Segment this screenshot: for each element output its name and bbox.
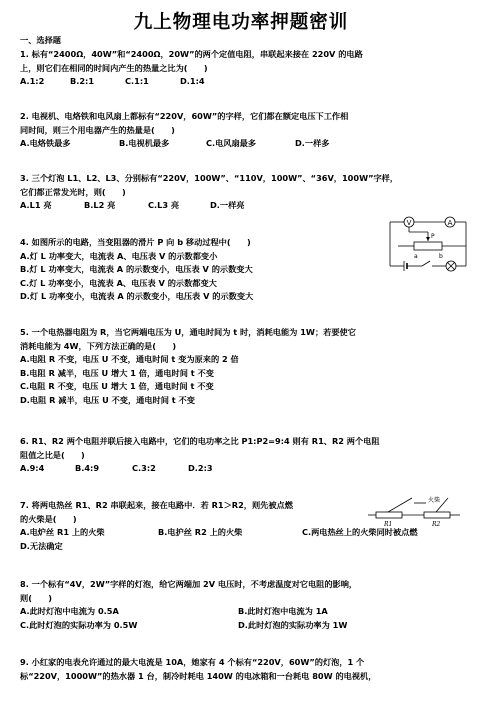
option-c: C.电阻 R 不变，电压 U 增大 1 倍，通电时间 t 不变 xyxy=(20,381,214,391)
option-b: B.2:1 xyxy=(70,76,95,86)
question-text: 消耗电能为 4W，下列方法正确的是( ) xyxy=(20,340,177,351)
question-text: 同时间，则三个用电器产生的热量是( ) xyxy=(20,124,175,135)
circuit-diagram xyxy=(388,214,470,274)
question-text: 标“220V，1000W”的热水器 1 台，制冷时耗电 140W 的电冰箱和一台耗电 80W 的电视机， xyxy=(20,670,377,681)
option-b: B.电阻 R 减半，电压 U 增大 1 倍，通电时间 t 不变 xyxy=(20,367,214,378)
section-heading: 一、选择题 xyxy=(20,35,61,45)
option-c: C.3:2 xyxy=(132,463,156,473)
question-text: 的火柴是( ) xyxy=(20,513,77,524)
question-9 xyxy=(20,656,376,683)
match-label: 火柴 xyxy=(428,497,441,504)
option-d: D.1:4 xyxy=(180,76,205,86)
question-text: 上，则它们在相同的时间内产生的热量之比为( ) xyxy=(20,62,208,73)
slider-label: P xyxy=(431,233,435,240)
question-text: 7. 将两电热丝 R1、R2 串联起来，接在电路中．若 R1＞R2，则先被点燃 xyxy=(20,500,293,510)
question-text: 8. 一个标有“4V，2W”字样的灯泡，给它两端加 2V 电压时，不考虑温度对它电阻的影响， xyxy=(20,579,358,589)
option-d: D.无法确定 xyxy=(20,540,63,551)
question-3 xyxy=(20,172,398,213)
option-d: D.2:3 xyxy=(188,463,213,473)
question-2 xyxy=(20,110,348,151)
page-title: 九上物理电功率押题密训 xyxy=(133,12,349,33)
question-text: 1. 标有“2400Ω，40W”和“2400Ω，20W”的两个定值电阻，串联起来接在 220V 的电路 xyxy=(20,49,363,59)
r2-label: R2 xyxy=(432,521,441,528)
option-a: A.电炉丝 R1 上的火柴 xyxy=(20,527,105,537)
option-d: D.一样亮 xyxy=(210,200,245,210)
option-c: C.1:1 xyxy=(125,76,149,86)
option-a: A.9:4 xyxy=(20,463,45,473)
resistor-r1-icon xyxy=(376,512,402,518)
heating-wire-diagram xyxy=(366,494,462,528)
terminal-b-label: b xyxy=(439,253,443,260)
question-text: 4. 如图所示的电路，当变阻器的滑片 P 向 b 移动过程中( ) xyxy=(20,237,251,247)
option-b: B.电护丝 R2 上的火柴 xyxy=(158,527,243,537)
option-d: D.灯 L 功率变小，电流表 A 的示数变小，电压表 V 的示数变大 xyxy=(20,291,254,301)
question-text: 2. 电视机、电烙铁和电风扇上都标有“220V，60W”的字样，它们都在额定电压下工作相 xyxy=(20,111,349,121)
terminal-a-label: a xyxy=(414,253,418,260)
option-b: B.此时灯泡中电流为 1A xyxy=(238,606,328,616)
option-c: C.电风扇最多 xyxy=(206,138,257,148)
option-a: A.此时灯泡中电流为 0.5A xyxy=(20,606,119,616)
question-text: 3. 三个灯泡 L1、L2、L3、分别标有“220V，100W”、“110V，100W”、“36V，100W”字样， xyxy=(20,173,399,183)
question-6 xyxy=(20,435,380,476)
question-4 xyxy=(20,236,253,304)
option-b: B.电视机最多 xyxy=(119,138,170,148)
option-a: A.1:2 xyxy=(20,76,45,86)
question-text: 则( ) xyxy=(20,592,53,603)
question-text: 5. 一个电热器电阻为 R，当它两端电压为 U，通电时间为 t 时，消耗电能为 1W；若要使它 xyxy=(20,327,356,337)
question-1 xyxy=(20,48,363,89)
option-d: D.电阻 R 减半，电压 U 不变，通电时间 t 不变 xyxy=(20,394,195,405)
option-c: C.两电热丝上的火柴同时被点燃 xyxy=(302,527,418,537)
option-b: B.L2 亮 xyxy=(84,200,116,210)
option-a: A.电阻 R 不变，电压 U 不变，通电时间 t 变为原来的 2 倍 xyxy=(20,354,239,364)
voltmeter-label: V xyxy=(406,219,412,227)
question-text: 6. R1、R2 两个电阻并联后接入电路中，它们的电功率之比 P1:P2=9:4 则有 R1、R2 两个电阻 xyxy=(20,436,380,446)
question-8 xyxy=(20,578,357,632)
option-b: B.4:9 xyxy=(75,463,100,473)
rheostat-icon xyxy=(414,242,442,250)
match-icon xyxy=(388,498,412,512)
option-d: D.一样多 xyxy=(295,138,330,148)
option-b: B.灯 L 功率变大，电流表 A 的示数变小，电压表 V 的示数变大 xyxy=(20,264,253,274)
option-c: C.灯 L 功率变小，电流表 A、电压表 V 的示数都变大 xyxy=(20,277,217,288)
option-a: A.电烙铁最多 xyxy=(20,138,71,148)
question-text: 阻值之比是( ) xyxy=(20,449,85,460)
option-c: C.此时灯泡的实际功率为 0.5W xyxy=(20,619,138,630)
resistor-r2-icon xyxy=(424,512,450,518)
question-7 xyxy=(20,499,418,553)
option-a: A.L1 亮 xyxy=(20,200,52,210)
option-c: C.L3 亮 xyxy=(148,200,180,210)
r1-label: R1 xyxy=(384,521,393,528)
ammeter-label: A xyxy=(447,219,453,227)
question-text: 它们都正常发光时，则( ) xyxy=(20,186,126,197)
option-a: A.灯 L 功率变大，电流表 A、电压表 V 的示数都变小 xyxy=(20,250,218,261)
question-text: 9. 小红家的电表允许通过的最大电流是 10A，她家有 4 个标有“220V，60W”的灯泡，1 个 xyxy=(20,657,365,667)
option-d: D.此时灯泡的实际功率为 1W xyxy=(238,619,348,630)
question-5 xyxy=(20,326,356,407)
